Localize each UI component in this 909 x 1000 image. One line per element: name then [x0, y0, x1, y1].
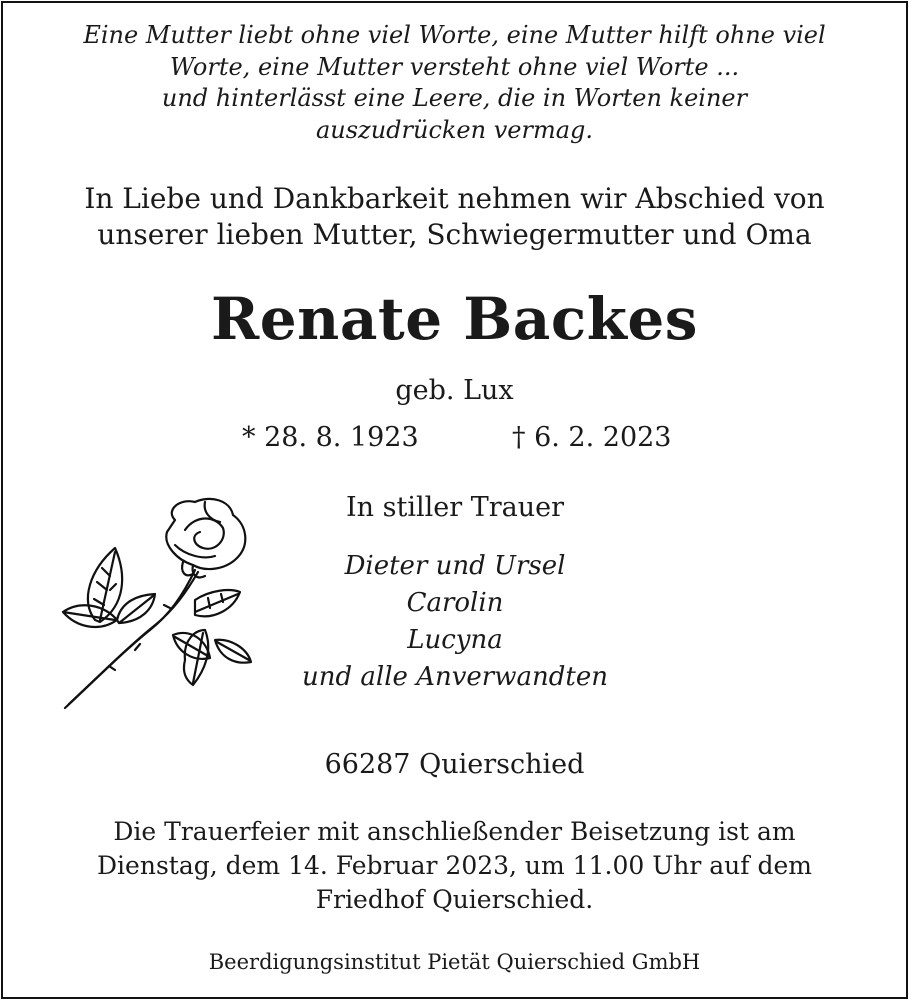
undertaker: Beerdigungsinstitut Pietät Quierschied GmbH [208, 950, 701, 974]
poem [0, 20, 909, 146]
mourner-list [255, 548, 655, 696]
poem-line: Eine Mutter liebt ohne viel Worte, eine Mutter hilft ohne viel [83, 21, 826, 49]
mourner-name: Lucyna [407, 625, 503, 655]
intro-text [0, 181, 909, 253]
intro-line: unserer lieben Mutter, Schwiegermutter und Oma [97, 218, 812, 251]
mourner-name: Dieter und Ursel [344, 551, 566, 581]
funeral-info-line: Dienstag, dem 14. Februar 2023, um 11.00 Uhr auf dem [97, 851, 812, 880]
birth-date: * 28. 8. 1923 [242, 422, 419, 453]
intro-line: In Liebe und Dankbarkeit nehmen wir Abschied von [84, 182, 825, 215]
funeral-info [0, 815, 909, 917]
location: 66287 Quierschied [324, 749, 585, 780]
poem-line: und hinterlässt eine Leere, die in Worten keiner [161, 84, 748, 112]
poem-line: Worte, eine Mutter versteht ohne viel Worte ... [169, 52, 740, 81]
funeral-info-line: Die Trauerfeier mit anschließender Beisetzung ist am [113, 817, 796, 846]
poem-line: auszudrücken vermag. [315, 115, 594, 144]
deceased-name: Renate Backes [211, 285, 698, 353]
mourning-heading: In stiller Trauer [345, 492, 564, 523]
death-date: † 6. 2. 2023 [512, 422, 672, 453]
mourner-name: und alle Anverwandten [302, 662, 608, 692]
maiden-name: geb. Lux [395, 375, 514, 406]
funeral-info-line: Friedhof Quierschied. [315, 885, 594, 914]
mourner-name: Carolin [406, 588, 504, 618]
rose-icon [55, 490, 260, 715]
